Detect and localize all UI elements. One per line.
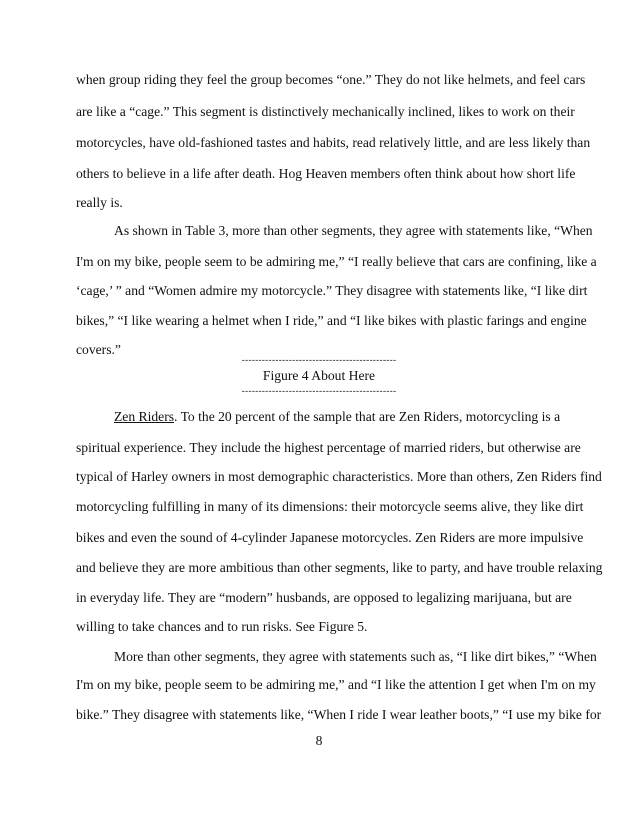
body-text-line: bikes and even the sound of 4-cylinder Japanese motorcycles. Zen Riders are more impulsive [76,530,584,545]
body-text-line: are like a “cage.” This segment is distinctively mechanically inclined, likes to work on their [76,104,575,119]
body-text-line: when group riding they feel the group becomes “one.” They do not like helmets, and feel cars [76,72,586,87]
page-number: 8 [315,733,323,748]
body-text-line: More than other segments, they agree with statements such as, “I like dirt bikes,” “When [114,649,597,664]
section-first-line [114,409,560,425]
figure-divider-bottom: ---------------------------------------------- [241,386,397,397]
body-text-line: As shown in Table 3, more than other segments, they agree with statements like, “When [114,223,593,238]
body-text-line: I'm on my bike, people seem to be admiring me,” “I really believe that cars are confining, like a [76,254,597,269]
body-text-line: in everyday life. They are “modern” husbands, are opposed to legalizing marijuana, but are [76,590,572,605]
body-text-line: motorcycling fulfilling in many of its dimensions: their motorcycle seems alive, they like dirt [76,499,584,514]
body-text-line: I'm on my bike, people seem to be admiring me,” and “I like the attention I get when I'm on my [76,677,596,692]
figure-placeholder-label: Figure 4 About Here [262,368,376,383]
body-text-line: typical of Harley owners in most demographic characteristics. More than others, Zen Riders find [76,469,602,484]
body-text-line: bikes,” “I like wearing a helmet when I ride,” and “I like bikes with plastic farings and engine [76,313,587,328]
body-text-line: bike.” They disagree with statements like, “When I ride I wear leather boots,” “I use my bike for [76,707,602,722]
body-text-line: motorcycles, have old-fashioned tastes and habits, read relatively little, and are less likely than [76,135,591,150]
body-text-line: really is. [76,195,123,210]
body-text-line: spiritual experience. They include the highest percentage of married riders, but otherwise are [76,440,581,455]
body-text-fragment: . To the 20 percent of the sample that are Zen Riders, motorcycling is a [174,409,561,424]
body-text-line: covers.” [76,342,121,357]
body-text-line: willing to take chances and to run risks. See Figure 5. [76,619,368,634]
figure-divider-top: ---------------------------------------------- [241,355,397,366]
section-heading: Zen Riders [114,409,175,424]
body-text-line: ‘cage,’ ” and “Women admire my motorcycle.” They disagree with statements like, “I like dirt [76,283,588,298]
body-text-line: and believe they are more ambitious than other segments, like to party, and have trouble relaxing [76,560,603,575]
body-text-line: others to believe in a life after death. Hog Heaven members often think about how short life [76,166,576,181]
